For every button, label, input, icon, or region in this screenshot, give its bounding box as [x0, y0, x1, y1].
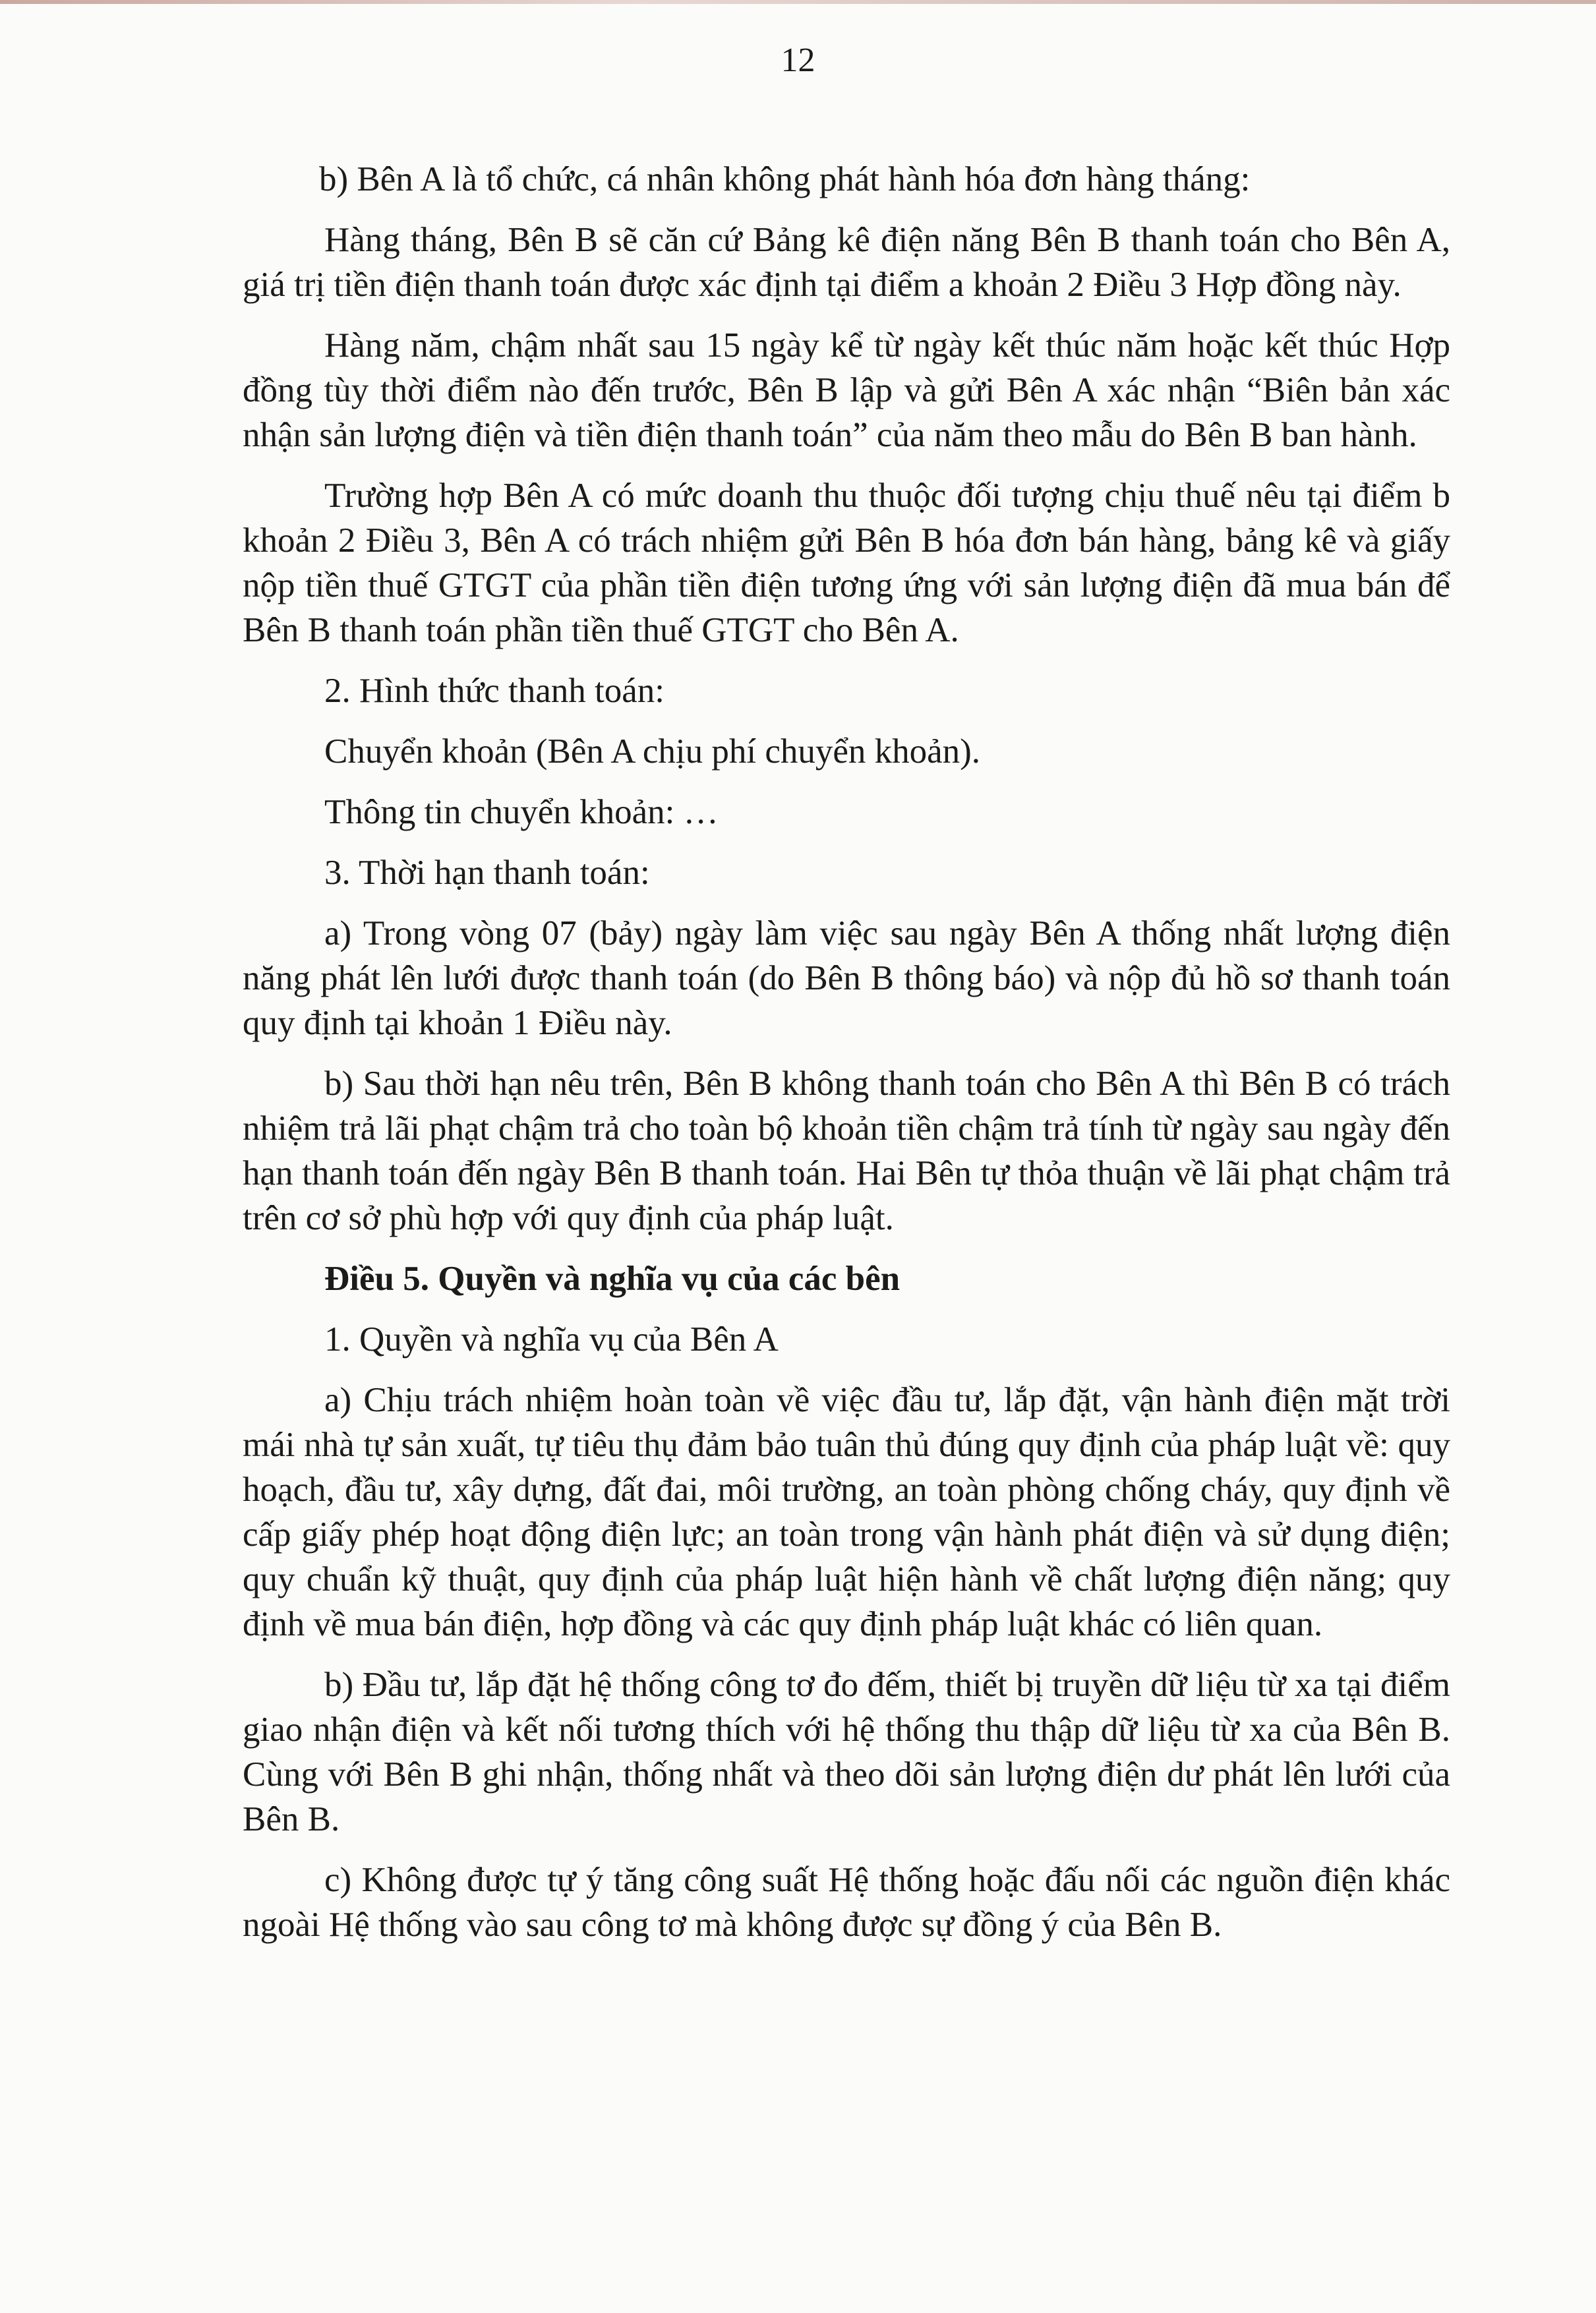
paragraph-deadline-b: b) Sau thời hạn nêu trên, Bên B không thanh toán cho Bên A thì Bên B có trách nhiệm trả lãi phạt chậm trả cho toàn bộ khoản tiền chậm trả tính từ ngày sau ngày đến hạn thanh toán đến ngày Bên B thanh toán. Hai Bên tự thỏa thuận về lãi phạt chậm trả trên cơ sở phù hợp với quy định của pháp luật. — [243, 1065, 1450, 1237]
article-5-heading: Điều 5. Quyền và nghĩa vụ của các bên — [324, 1260, 901, 1298]
paragraph-monthly-statement: Hàng tháng, Bên B sẽ căn cứ Bảng kê điện năng Bên B thanh toán cho Bên A, giá trị tiền điện thanh toán được xác định tại điểm a khoản 2 Điều 3 Hợp đồng này. — [243, 221, 1450, 304]
paragraph-vat-case: Trường hợp Bên A có mức doanh thu thuộc đối tượng chịu thuế nêu tại điểm b khoản 2 Điều 3, Bên A có trách nhiệm gửi Bên B hóa đơn bán hàng, bảng kê và giấy nộp tiền thuế GTGT của phần tiền điện tương ứng với sản lượng điện đã mua bán để Bên B thanh toán phần tiền thuế GTGT cho Bên A. — [243, 477, 1450, 649]
paragraph-bank-transfer: Chuyển khoản (Bên A chịu phí chuyển khoản). — [324, 732, 981, 771]
paragraph-rights-c: c) Không được tự ý tăng công suất Hệ thống hoặc đấu nối các nguồn điện khác ngoài Hệ thống vào sau công tơ mà không được sự đồng ý của Bên B. — [243, 1861, 1450, 1944]
paragraph-yearly-confirmation: Hàng năm, chậm nhất sau 15 ngày kể từ ngày kết thúc năm hoặc kết thúc Hợp đồng tùy thời điểm nào đến trước, Bên B lập và gửi Bên A xác nhận “Biên bản xác nhận sản lượng điện và tiền điện thanh toán” của năm theo mẫu do Bên B ban hành. — [243, 326, 1450, 454]
paragraph-item-b-no-invoice: b) Bên A là tổ chức, cá nhân không phát hành hóa đơn hàng tháng: — [319, 160, 1251, 198]
paragraph-transfer-info: Thông tin chuyển khoản: … — [324, 793, 719, 831]
paragraph-rights-party-a-heading: 1. Quyền và nghĩa vụ của Bên A — [324, 1320, 779, 1359]
page-top-edge — [0, 0, 1596, 4]
paragraph-rights-a: a) Chịu trách nhiệm hoàn toàn về việc đầu tư, lắp đặt, vận hành điện mặt trời mái nhà tự sản xuất, tự tiêu thụ đảm bảo tuân thủ đúng quy định của pháp luật về: quy hoạch, đầu tư, xây dựng, đất đai, môi trường, an toàn phòng chống cháy, quy định về cấp giấy phép hoạt động điện lực; an toàn trong vận hành phát điện và sử dụng điện; quy chuẩn kỹ thuật, quy định của pháp luật hiện hành về chất lượng điện năng; quy định về mua bán điện, hợp đồng và các quy định pháp luật khác có liên quan. — [243, 1381, 1450, 1643]
paragraph-deadline-a: a) Trong vòng 07 (bảy) ngày làm việc sau ngày Bên A thống nhất lượng điện năng phát lên lưới được thanh toán (do Bên B thông báo) và nộp đủ hồ sơ thanh toán quy định tại khoản 1 Điều này. — [243, 914, 1450, 1042]
page-number: 12 — [781, 42, 815, 79]
document-body — [243, 157, 1450, 1963]
paragraph-rights-b: b) Đầu tư, lắp đặt hệ thống công tơ đo đếm, thiết bị truyền dữ liệu từ xa tại điểm giao nhận điện và kết nối tương thích với hệ thống thu thập dữ liệu từ xa của Bên B. Cùng với Bên B ghi nhận, thống nhất và theo dõi sản lượng điện dư phát lên lưới của Bên B. — [243, 1666, 1450, 1838]
paragraph-payment-method-heading: 2. Hình thức thanh toán: — [324, 672, 665, 710]
paragraph-payment-deadline-heading: 3. Thời hạn thanh toán: — [324, 854, 650, 892]
